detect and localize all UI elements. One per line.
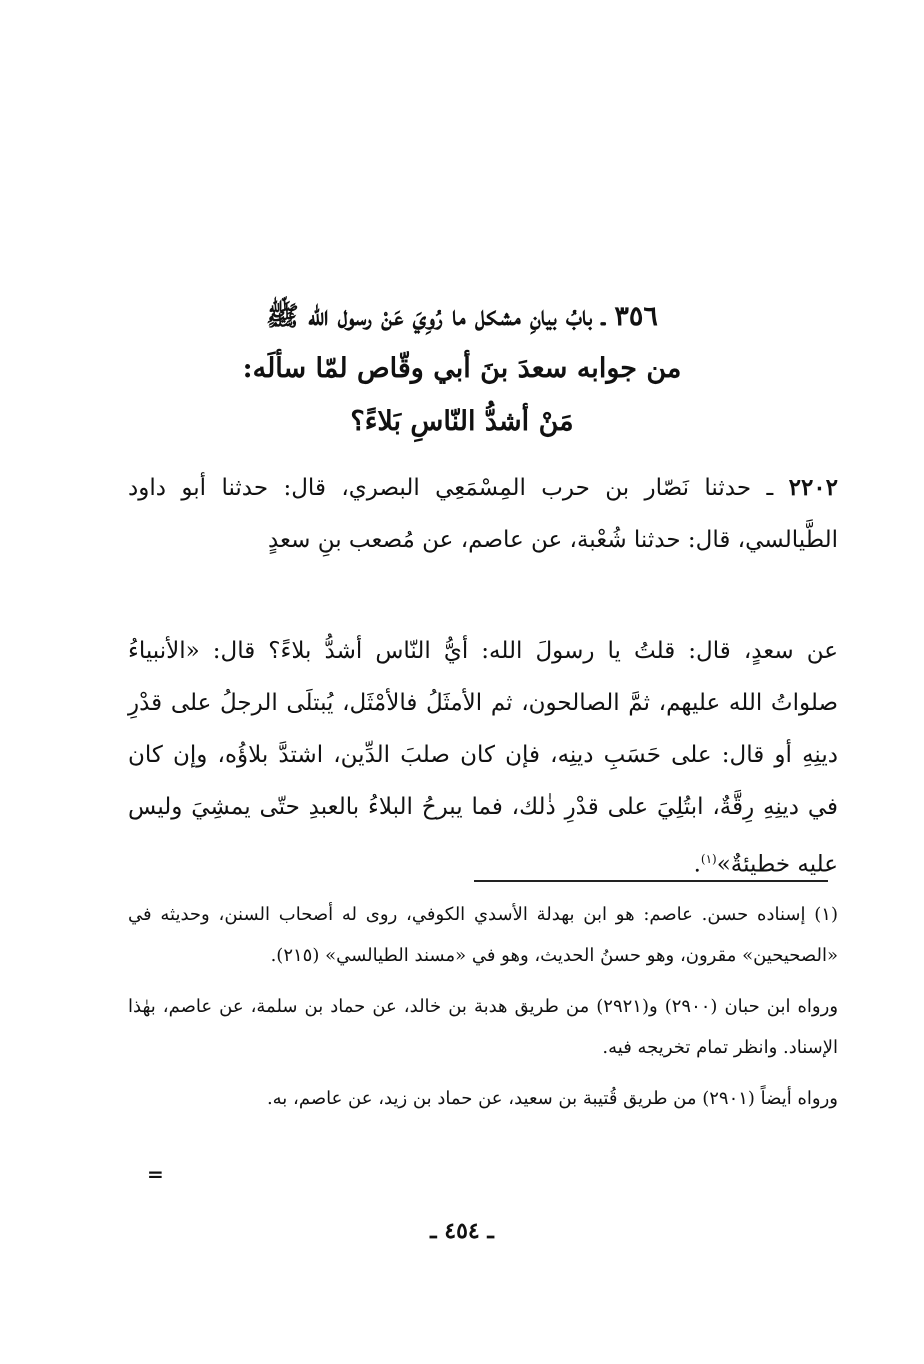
hadith-number-dash: ـ <box>751 475 774 501</box>
footnotes <box>128 894 838 1129</box>
hadith-isnad-text: حدثنا نَصّار بن حرب المِسْمَعِي البصري، قال: حدثنا أبو داود الطَّيالسي، قال: حدثنا شُعْبة، عن عاصم، عن مُصعب بنِ سعدٍ <box>128 475 838 553</box>
footnote-reference: (١) <box>700 852 717 866</box>
footnote-3: ورواه أيضاً (٢٩٠١) من طريق قُتيبة بن سعيد، عن حماد بن زيد، عن عاصم، به. <box>266 1088 838 1109</box>
chapter-title-line-1: ٣٥٦ ـ بابُ بيانِ مشكل ما رُوِيَ عَنْ رسول الله ﷺ <box>266 301 658 332</box>
hadith-matn-text: عن سعدٍ، قال: قلتُ يا رسولَ الله: أيُّ النّاس أشدُّ بلاءً؟ قال: «الأنبياءُ صلواتُ الله عليهم، ثمَّ الصالحون، ثم الأمثَلُ فالأمْثَل، يُبتلَى الرجلُ على قدْرِ دينِهِ أو قال: على حَسَبِ دينِه، فإن كان صلبَ الدِّين، اشتدَّ بلاؤُه، وإن كان في دينِهِ رِقَّةٌ، ابتُلِيَ على قدْرِ ذٰلك، فما يبرحُ البلاءُ بالعبدِ حتّى يمشِيَ وليس عليه خطيئةٌ» <box>128 638 838 878</box>
hadith-number: ٢٢٠٢ <box>788 474 839 501</box>
matn-end-period: . <box>693 851 701 878</box>
chapter-title-line-2: من جوابه سعدَ بنَ أبي وقّاص لمّا سألَه: <box>242 353 682 384</box>
hadith-matn <box>128 625 838 891</box>
hadith-isnad <box>128 462 838 566</box>
footnote-1: (١) إسناده حسن. عاصم: هو ابن بهدلة الأسدي الكوفي، روى له أصحاب السنن، وحديثه في «الصحيحين» مقرون، وهو حسنُ الحديث، وهو في «مسند الطيالسي» (٢١٥). <box>128 904 838 966</box>
chapter-title-line-3: مَنْ أشدُّ النّاسِ بَلاءً؟ <box>350 406 574 437</box>
footnote-separator <box>474 880 828 882</box>
chapter-heading <box>130 292 794 448</box>
continuation-mark: = <box>147 1162 164 1186</box>
page-number: ـ ٤٥٤ ـ <box>430 1218 494 1244</box>
footnote-2: ورواه ابن حبان (٢٩٠٠) و(٢٩٢١) من طريق هدبة بن خالد، عن حماد بن سلمة، عن عاصم، بهٰذا الإسناد. وانظر تمام تخريجه فيه. <box>128 996 839 1058</box>
